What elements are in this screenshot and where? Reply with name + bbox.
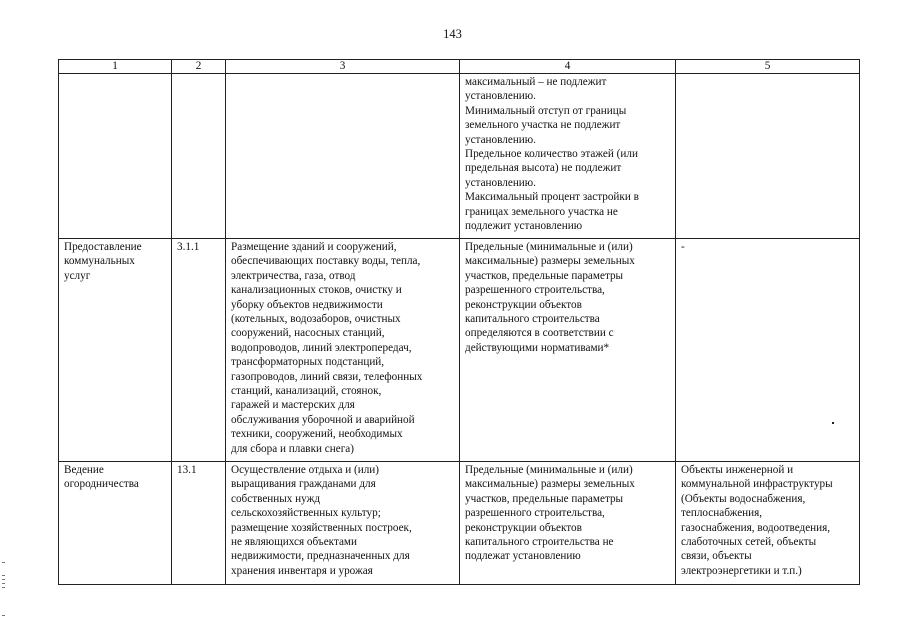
use-code-cell <box>172 239 226 462</box>
cell-text: Предельные (минимальные и (или) максимальные) размеры земельных участков, предельные параметры разрешенного строительства, реконструкции объектов капитального строительства определяются в соответствии с действующими нормативами* <box>465 241 635 354</box>
header-row <box>59 60 860 74</box>
auxiliary-uses-cell <box>676 239 860 462</box>
use-code-cell <box>172 74 226 239</box>
permitted-use-name-cell <box>59 74 172 239</box>
cell-text: Осуществление отдыха и (или) выращивания гражданами для собственных нужд сельскохозяйственных культур; размещение хозяйственных построек, не являющихся объектами недвижимости, предназначенных для хранения инвентаря и урожая <box>231 464 412 577</box>
cell-text: Предоставление коммунальных услуг <box>64 241 142 282</box>
table-row <box>59 74 860 239</box>
cell-text: Размещение зданий и сооружений, обеспечивающих поставку воды, тепла, электричества, газа, отвод канализационных стоков, очистку и уборку объектов недвижимости (котельных, водозаборов, очистных сооружений, насосных станций, водопроводов, линий электропередач, трансформаторных подстанций, газопроводов, линий связи, телефонных станций, канализаций, стоянок, гаражей и мастерских для обслуживания уборочной и аварийной техники, сооружений, необходимых для сбора и плавки снега) <box>231 241 423 455</box>
cell-text: Предельные (минимальные и (или) максимальные) размеры земельных участков, предельные параметры разрешенного строительства, реконструкции объектов капитального строительства не подлежат установлению <box>465 464 635 563</box>
use-description-cell <box>226 74 460 239</box>
column-header-1: 1 <box>59 60 172 74</box>
column-header-2: 2 <box>172 60 226 74</box>
cell-text: - <box>681 241 685 253</box>
zoning-regulations-table <box>58 59 860 585</box>
auxiliary-uses-cell <box>676 462 860 585</box>
auxiliary-uses-cell <box>676 74 860 239</box>
use-code-cell <box>172 462 226 585</box>
column-header-3: 3 <box>226 60 460 74</box>
permitted-use-name-cell <box>59 462 172 585</box>
permitted-use-name-cell <box>59 239 172 462</box>
scan-speck <box>832 422 834 424</box>
cell-text: 13.1 <box>177 464 197 476</box>
cell-text: максимальный – не подлежит установлению. Минимальный отступ от границы земельного участка не подлежит установлению. Предельное количество этажей (или предельная высота) не подлежит установлению. Максимальный процент застройки в границах земельного участка не подлежит установлению <box>465 76 639 233</box>
column-header-5: 5 <box>676 60 860 74</box>
table-row <box>59 239 860 462</box>
cell-text: Объекты инженерной и коммунальной инфраструктуры (Объекты водоснабжения, теплоснабжения, газоснабжения, водоотведения, слаботочных сетей, объекты связи, объекты электроэнергетики и т.п.) <box>681 464 833 577</box>
table-row <box>59 462 860 585</box>
column-header-4: 4 <box>460 60 676 74</box>
use-description-cell <box>226 462 460 585</box>
cell-text: Ведение огородничества <box>64 464 139 491</box>
parameters-cell <box>460 462 676 585</box>
page-number: 143 <box>443 27 462 41</box>
parameters-cell <box>460 74 676 239</box>
cell-text: 3.1.1 <box>177 241 200 253</box>
parameters-cell <box>460 239 676 462</box>
use-description-cell <box>226 239 460 462</box>
